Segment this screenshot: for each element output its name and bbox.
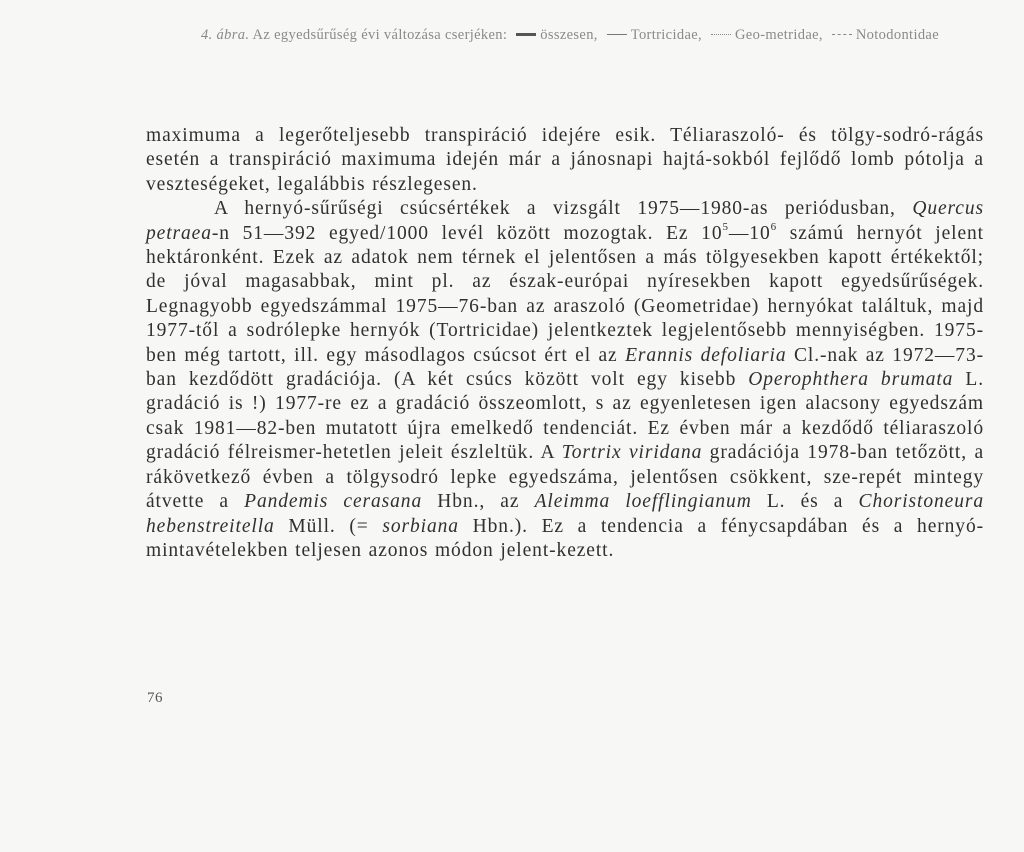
paragraph-2 bbox=[146, 197, 984, 563]
figure-label: 4. ábra. bbox=[201, 27, 250, 43]
text-run: —10 bbox=[728, 222, 771, 244]
body-text bbox=[146, 124, 984, 563]
superscript: 6 bbox=[770, 221, 778, 234]
text-run: Cl.-nak az 1972—73-ban kezdődött gradációja. (A két csúcs között volt egy kisebb bbox=[146, 344, 984, 391]
species-name: Quercus petraea bbox=[146, 198, 984, 244]
text-run: L. gradáció is !) 1977-re ez a gradáció összeomlott, s az egyenletesen igen alacsony egyedszám csak 1981—82-ben mutatott újra emelkedő tendenciát. Ez évben már a kezdődő téliaraszoló gradáció félreismer-hetetlen jeleit észleltük. A bbox=[146, 369, 984, 464]
figure-caption bbox=[170, 26, 970, 45]
species-name: Choristoneura hebenstreitella bbox=[146, 491, 984, 537]
legend-label-tortricidae: Tortricidae, bbox=[630, 27, 702, 43]
legend-label-geometridae: Geo-metridae, bbox=[734, 27, 823, 43]
legend-label-notodontidae: Notodontidae bbox=[855, 27, 939, 43]
species-name: Aleimma loefflingianum bbox=[534, 491, 752, 513]
caption-lead: Az egyedsűrűség évi változása cserjéken: bbox=[252, 27, 508, 43]
legend-dotted-line-icon bbox=[711, 34, 731, 35]
species-name: Operophthera brumata bbox=[748, 369, 954, 391]
text-run: gradációja 1978-ban tetőzött, a rákövetkező évben a tölgysodró lepke egyedszáma, jelentősen csökkent, sze-repét mintegy átvette a bbox=[146, 442, 984, 513]
superscript: 5 bbox=[722, 221, 729, 234]
species-name: Pandemis cerasana bbox=[244, 491, 423, 513]
legend-thin-line-icon bbox=[607, 34, 627, 35]
species-name: Tortrix viridana bbox=[561, 442, 703, 464]
species-name: sorbiana bbox=[382, 515, 459, 537]
text-run: számú hernyót jelent hektáronként. Ezek az adatok nem térnek el jelentősen a más tölgyesekben kapott értékektől; de jóval magasabbak, mint pl. az észak-európai nyíresekben kapott egyedsűrűségek. Legnagyobb egyedszámmal 1975—76-ban az araszoló (Geometridae) hernyókat találtuk, majd 1977-től a sodrólepke hernyók (Tortricidae) jelentkeztek legjelentősebb mennyiségben. 1975-ben még tartott, ill. egy másodlagos csúcsot ért el az bbox=[146, 222, 984, 366]
page-number: 76 bbox=[147, 690, 163, 706]
text-run: Hbn., az bbox=[422, 491, 535, 513]
text-run: Müll. (= bbox=[274, 515, 383, 537]
legend-label-total: összesen, bbox=[540, 27, 598, 43]
text-run: Hbn.). Ez a tendencia a fénycsapdában és a hernyó-mintavételekben teljesen azonos módon jelent-kezett. bbox=[146, 515, 984, 561]
legend-solid-line-icon bbox=[516, 33, 536, 36]
text-run: A hernyó-sűrűségi csúcsértékek a vizsgált 1975—1980-as periódusban, bbox=[214, 198, 896, 220]
legend-dashdot-line-icon bbox=[832, 34, 852, 35]
paragraph-1: maximuma a legerőteljesebb transpiráció idejére esik. Téliaraszoló- és tölgy-sodró-rágás esetén a transpiráció maximuma idején már a jánosnapi hajtá-sokból fejlődő lomb pótolja a veszteségeket, legalábbis részlegesen. bbox=[146, 125, 984, 195]
species-name: Erannis defoliaria bbox=[625, 344, 787, 366]
text-run: -n 51—392 egyed/1000 levél között mozogtak. Ez 10 bbox=[211, 222, 723, 244]
text-run: L. és a bbox=[751, 491, 859, 513]
